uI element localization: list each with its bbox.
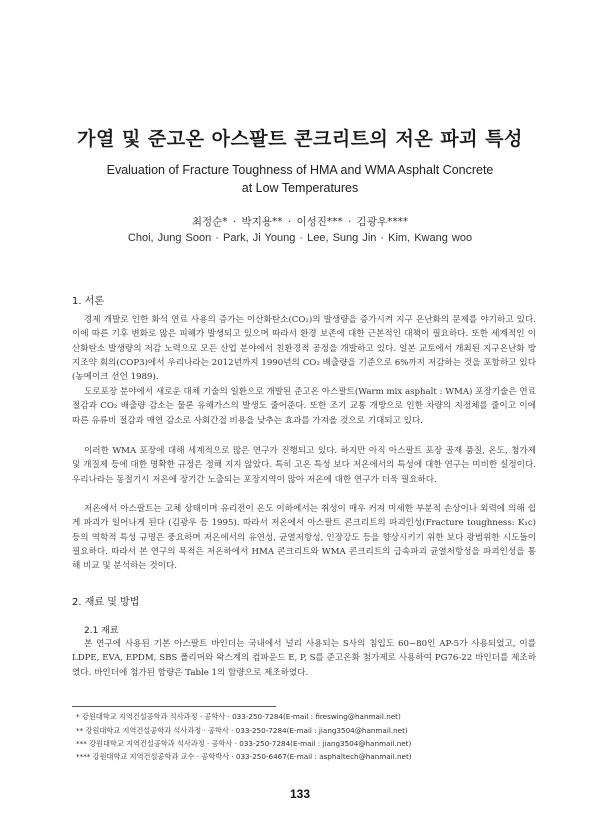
- authors-english: Choi, Jung Soon · Park, Ji Young · Lee, Sung Jin · Kim, Kwang woo: [127, 232, 473, 244]
- footnote-author-1: * 강원대학교 지역건설공학과 석사과정 · 공학사 · 033-250-7284(E-mail : fireswing@hanmail.net): [76, 712, 401, 721]
- intro-paragraph-2: 도로포장 분야에서 새로운 대체 기술의 일환으로 개발된 준고온 아스팔트(Warm mix asphalt : WMA) 포장기술은 연료 절감과 CO₂ 배출량 감소는 물론 유해가스의 발생도 줄어준다. 또한 조기 교통 개방으로 인한 차량의 지정체를 줄이고 이에 따른 유류비 절감과 매연 감소로 사회간접 비용을 낮추는 효과를 가져올 것으로 기대되고 있다.: [72, 387, 536, 426]
- section-heading-introduction: 1. 서론: [72, 296, 105, 307]
- english-title-line-2: at Low Temperatures: [241, 181, 359, 195]
- section-heading-materials-methods: 2. 재료 및 방법: [72, 597, 140, 608]
- subsection-heading-materials: 2.1 재료: [84, 626, 119, 636]
- paper-title: 가열 및 준고온 아스팔트 콘크리트의 저온 파괴 특성: [77, 128, 523, 150]
- footnote-author-3: *** 강원대학교 지역건설공학과 석사과정 · 공학사 · 033-250-7284(E-mail : jiang3504@hanmail.net): [76, 739, 412, 748]
- intro-paragraph-4: 저온에서 아스팔트는 고체 상태이며 유리전이 온도 이하에서는 취성이 매우 커져 미세한 부분적 손상이나 외력에 의해 쉽게 파괴가 일어나게 된다 (김광우 등 1995). 따라서 저온에서 아스팔트 콘크리트의 파괴인성(Fracture toughness: K₁c) 등의 역학적 특성 규명은 중요하며 저온에서의 유연성, 균열저항성, 인장강도 등을 향상시키기 위한 보다 광범위한 시도들이 필요하다. 따라서 본 연구의 목적은 저온하에서 HMA 콘크리트와 WMA 콘크리트의 급속파괴 균열저항성을 파괴인성을 통해 비교 및 분석하는 것이다.: [72, 504, 536, 572]
- intro-paragraph-3: 이러한 WMA 포장에 대해 세계적으로 많은 연구가 진행되고 있다. 하지만 아직 아스팔트 포장 골재 품질, 온도, 첨가제 및 개질제 등에 대한 명확한 규정은 정해 지지 않았다. 특히 고온 특성 보다 저온에서의 특성에 대한 연구는 미비한 실정이다. 우리나라는 동절기시 저온에 장기간 노출되는 포장지역이 많아 저온에 대한 연구가 더욱 필요하다.: [72, 446, 536, 485]
- authors-korean: 최정순* · 박지용** · 이성진*** · 김광우****: [191, 216, 409, 228]
- page-number: 133: [289, 787, 311, 801]
- english-title-line-1: Evaluation of Fracture Toughness of HMA and WMA Asphalt Concrete: [106, 163, 494, 177]
- intro-paragraph-1: 경제 개발로 인한 화석 연료 사용의 증가는 이산화탄소(CO₂)의 발생량을 증가시켜 지구 온난화의 문제를 야기하고 있다. 이에 따른 기후 변화로 많은 피해가 발생되고 있으며 따라서 환경 보존에 대한 근본적인 대책이 필요하다. 또한 세계적인 이산화탄소 발생량의 저감 노력으로 모든 산업 분야에서 친환경적 공정을 개발하고 있다. 일본 교토에서 개최된 지구온난화 방지조약 회의(COP3)에서 우리나라는 2012년까지 1990년의 CO₂ 배출량을 기준으로 6%까지 저감하는 것을 포함하고 있다 (농메이크 선언 1989).: [72, 315, 536, 383]
- materials-paragraph: 본 연구에 사용된 기본 아스팔트 바인더는 국내에서 널리 사용되는 S사의 침입도 60~80인 AP-5가 사용되었고, 이를 LDPE, EVA, EPDM, SBS 폴리머와 왁스계의 컴파운드 E, P, S를 준고온화 첨가제로 사용하여 PG76-22 바인더를 제조하였다. 바인더에 첨가된 함량은 Table 1의 함량으로 제조하였다.: [72, 639, 536, 678]
- footnote-author-2: ** 강원대학교 지역건설공학과 석사과정 · 공학사 · 033-250-7284(E-mail : jiang3504@hanmail.net): [76, 726, 408, 735]
- footnote-author-4: **** 강원대학교 지역건설공학과 교수 · 공학박사 · 033-250-6467(E-mail : asphaltech@hanmail.net): [76, 752, 412, 761]
- footnote-divider: [72, 706, 276, 707]
